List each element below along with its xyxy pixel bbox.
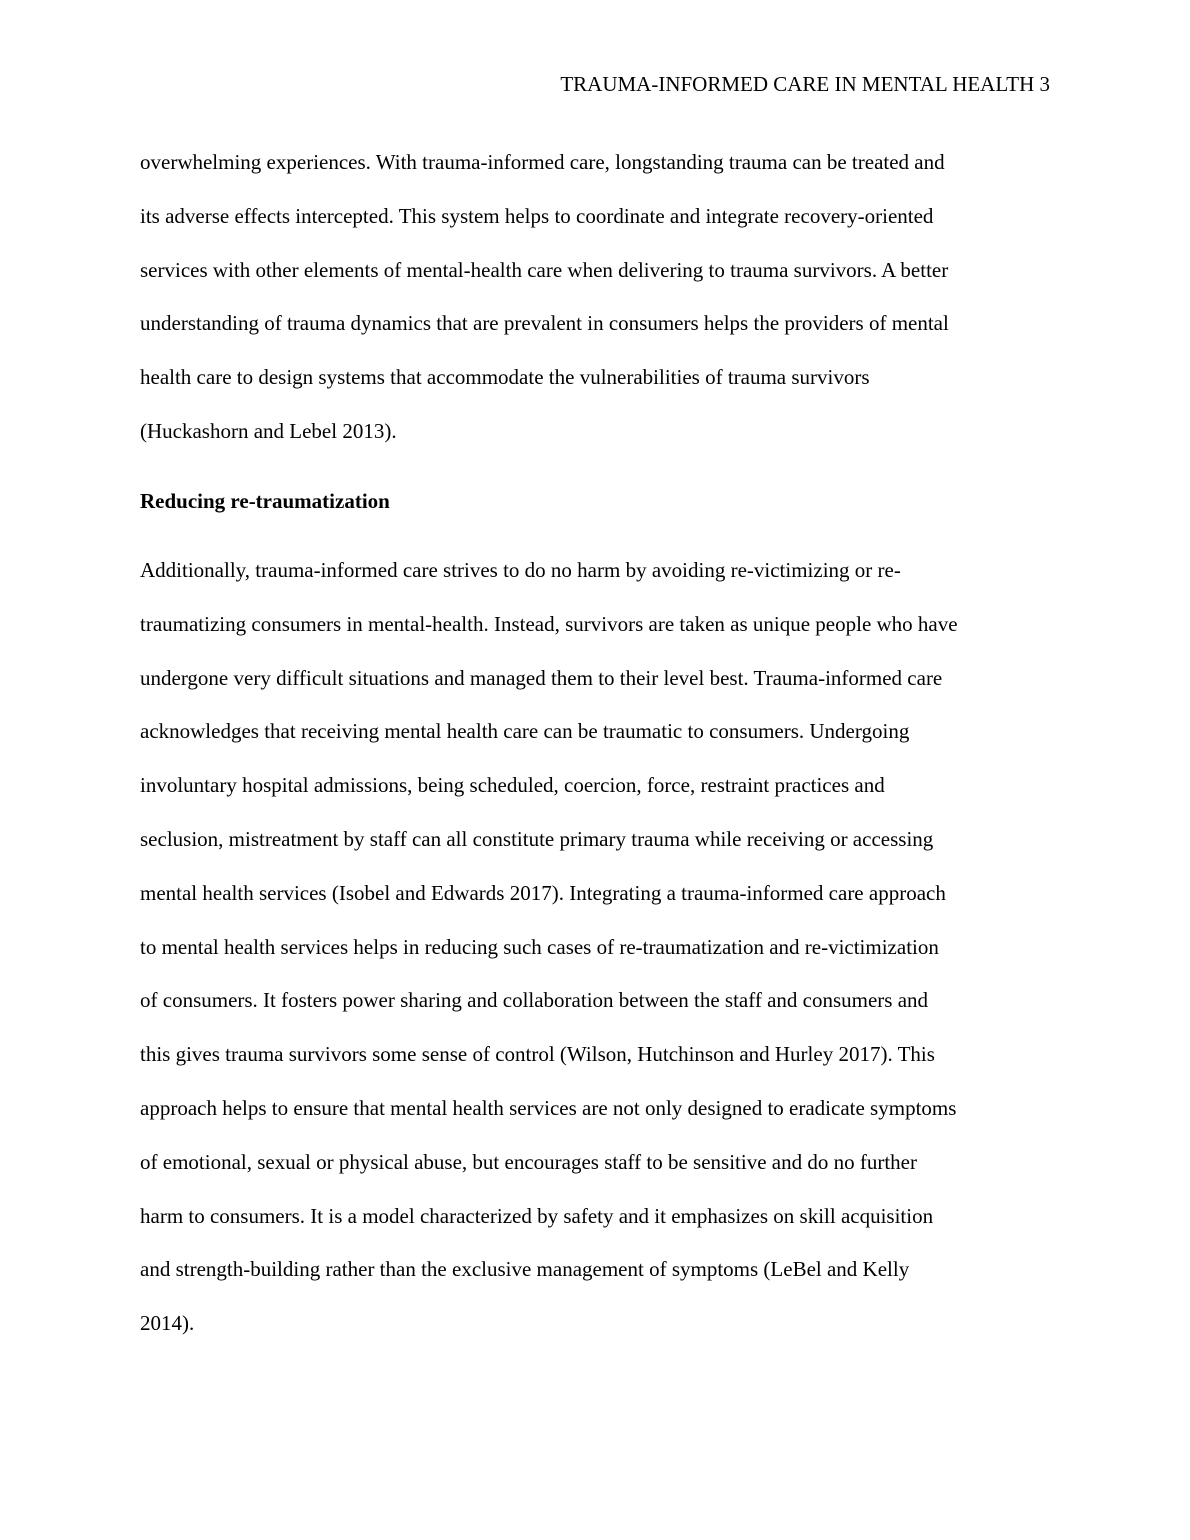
paragraph-line: its adverse effects intercepted. This system helps to coordinate and integrate recovery-oriented [140,203,934,228]
paragraph-line: this gives trauma survivors some sense of control (Wilson, Hutchinson and Hurley 2017). This [140,1042,935,1067]
body-paragraph-2 [140,544,1060,1351]
paragraph-line: understanding of trauma dynamics that are prevalent in consumers helps the providers of mental [140,311,949,336]
running-head: TRAUMA-INFORMED CARE IN MENTAL HEALTH 3 [560,72,1050,96]
paragraph-line: mental health services (Isobel and Edwards 2017). Integrating a trauma-informed care approach [140,880,946,905]
body-paragraph-1 [140,136,1060,459]
paragraph-line: seclusion, mistreatment by staff can all constitute primary trauma while receiving or accessing [140,826,934,851]
paragraph-line: and strength-building rather than the exclusive management of symptoms (LeBel and Kelly [140,1257,910,1282]
paragraph-line: involuntary hospital admissions, being scheduled, coercion, force, restraint practices and [140,773,885,798]
paragraph-line: services with other elements of mental-health care when delivering to trauma survivors. A better [140,257,949,282]
paragraph-line: of consumers. It fosters power sharing and collaboration between the staff and consumers and [140,988,929,1013]
paragraph-line: harm to consumers. It is a model characterized by safety and it emphasizes on skill acquisition [140,1203,934,1228]
paragraph-line: Additionally, trauma-informed care strives to do no harm by avoiding re-victimizing or re- [140,558,901,582]
paragraph-line: to mental health services helps in reducing such cases of re-traumatization and re-victimization [140,934,939,959]
paragraph-line: 2014). [140,1311,195,1336]
paragraph-line: approach helps to ensure that mental health services are not only designed to eradicate symptoms [140,1095,957,1120]
paragraph-line: of emotional, sexual or physical abuse, but encourages staff to be sensitive and do no further [140,1149,917,1174]
paragraph-line: overwhelming experiences. With trauma-informed care, longstanding trauma can be treated and [140,150,945,174]
paragraph-line: traumatizing consumers in mental-health. Instead, survivors are taken as unique people who have [140,611,958,636]
paragraph-line: health care to design systems that accommodate the vulnerabilities of trauma survivors [140,365,870,390]
section-heading: Reducing re-traumatization [140,489,390,513]
paragraph-line: acknowledges that receiving mental health care can be traumatic to consumers. Undergoing [140,719,910,744]
paragraph-line: undergone very difficult situations and managed them to their level best. Trauma-informed care [140,665,943,690]
paragraph-line: (Huckashorn and Lebel 2013). [140,418,397,443]
